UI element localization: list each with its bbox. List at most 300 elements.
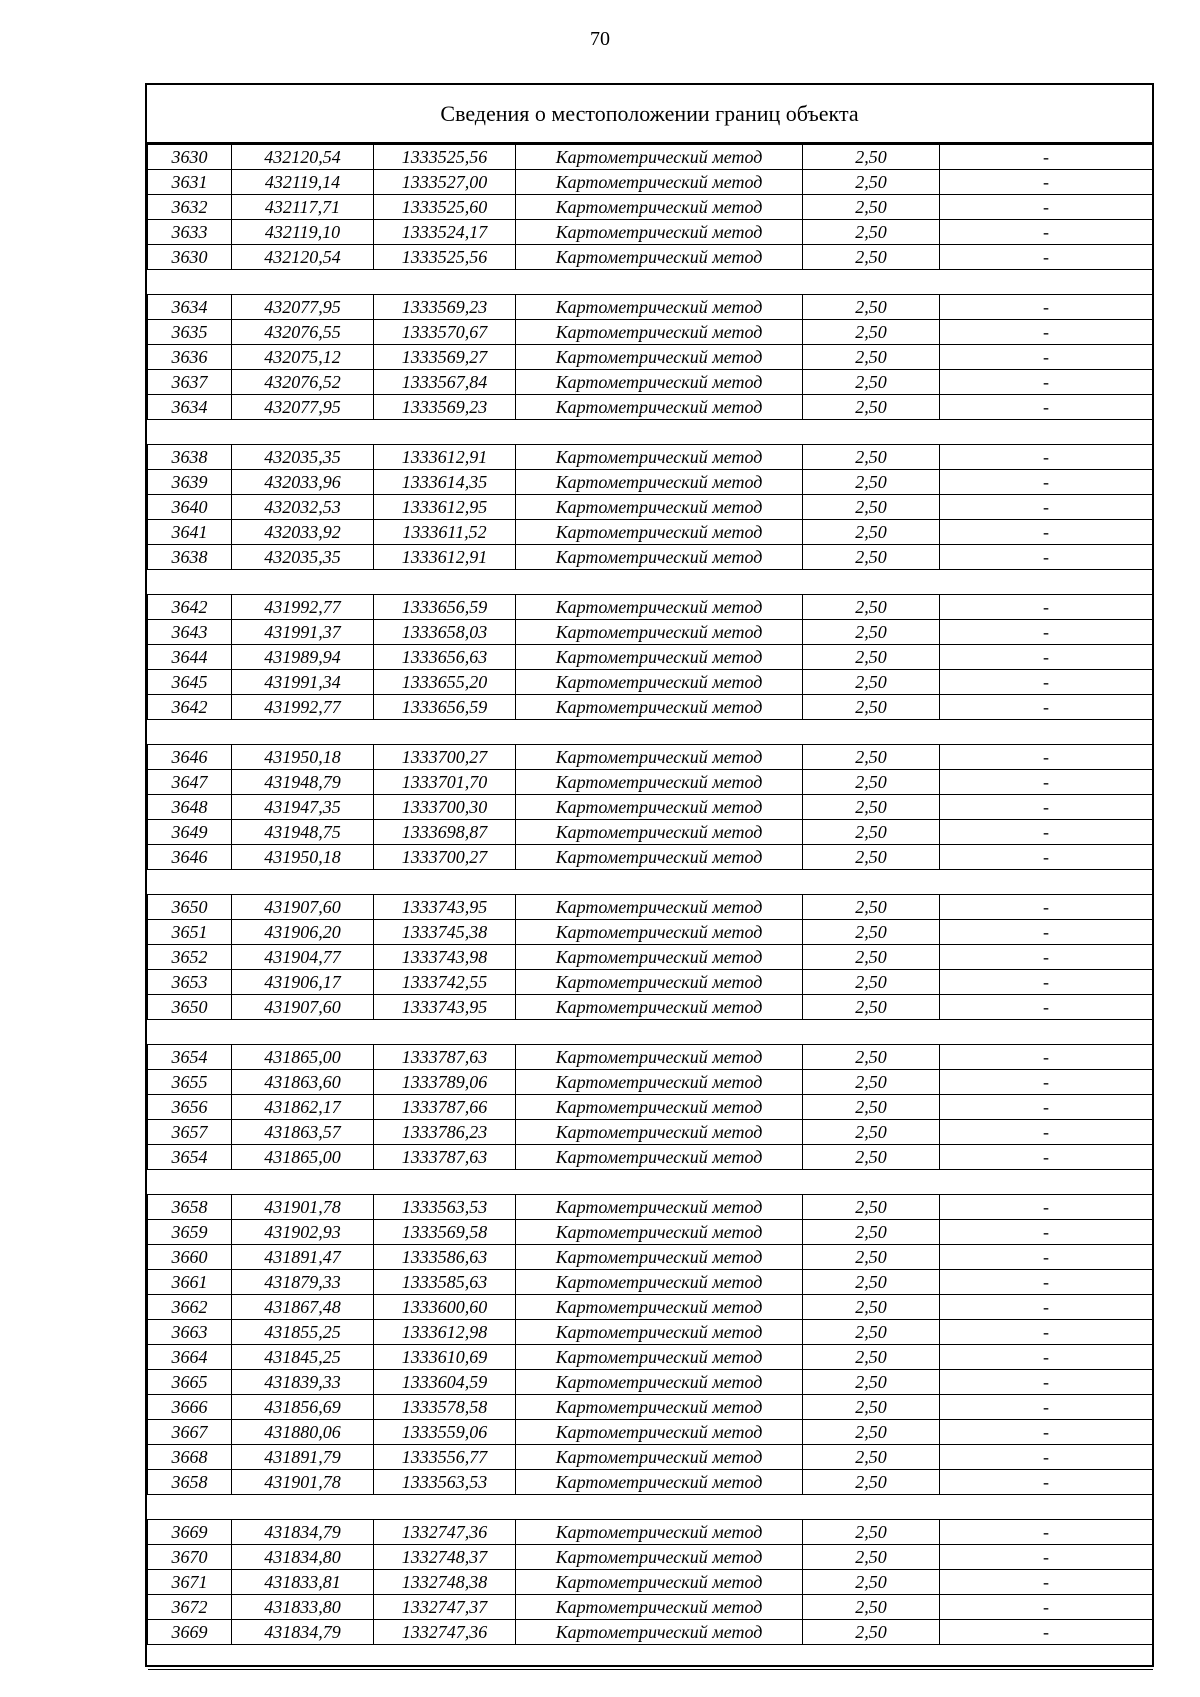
x-coordinate-cell: 431834,79 [232, 1620, 374, 1645]
method-cell: Картометрический метод [516, 595, 803, 620]
table-row [148, 970, 1153, 995]
table-row [148, 595, 1153, 620]
y-coordinate-cell: 1333655,20 [374, 670, 516, 695]
table-row [148, 1195, 1153, 1220]
method-cell: Картометрический метод [516, 1445, 803, 1470]
description-cell: - [940, 795, 1153, 820]
y-coordinate-cell: 1332747,36 [374, 1620, 516, 1645]
y-coordinate-cell: 1333527,00 [374, 170, 516, 195]
point-number-cell: 3646 [148, 745, 232, 770]
table-row [148, 1045, 1153, 1070]
table-row [148, 645, 1153, 670]
method-cell: Картометрический метод [516, 1345, 803, 1370]
x-coordinate-cell: 432033,92 [232, 520, 374, 545]
table-row [148, 945, 1153, 970]
point-number-cell: 3657 [148, 1120, 232, 1145]
description-cell: - [940, 1295, 1153, 1320]
x-coordinate-cell: 431865,00 [232, 1045, 374, 1070]
method-cell: Картометрический метод [516, 820, 803, 845]
method-cell: Картометрический метод [516, 1195, 803, 1220]
table-row [148, 845, 1153, 870]
description-cell: - [940, 445, 1153, 470]
accuracy-cell: 2,50 [803, 820, 940, 845]
accuracy-cell: 2,50 [803, 595, 940, 620]
accuracy-cell: 2,50 [803, 445, 940, 470]
y-coordinate-cell: 1333563,53 [374, 1470, 516, 1495]
x-coordinate-cell: 431906,17 [232, 970, 374, 995]
table-row [148, 745, 1153, 770]
y-coordinate-cell: 1333743,95 [374, 995, 516, 1020]
x-coordinate-cell: 431863,60 [232, 1070, 374, 1095]
table-row [148, 545, 1153, 570]
method-cell: Картометрический метод [516, 1420, 803, 1445]
accuracy-cell: 2,50 [803, 1420, 940, 1445]
table-row [148, 1545, 1153, 1570]
x-coordinate-cell: 432075,12 [232, 345, 374, 370]
description-cell: - [940, 1120, 1153, 1145]
accuracy-cell: 2,50 [803, 970, 940, 995]
method-cell: Картометрический метод [516, 795, 803, 820]
y-coordinate-cell: 1333559,06 [374, 1420, 516, 1445]
method-cell: Картометрический метод [516, 1370, 803, 1395]
description-cell: - [940, 745, 1153, 770]
y-coordinate-cell: 1333787,63 [374, 1045, 516, 1070]
accuracy-cell: 2,50 [803, 1195, 940, 1220]
x-coordinate-cell: 431950,18 [232, 845, 374, 870]
group-separator-row [148, 1645, 1153, 1670]
method-cell: Картометрический метод [516, 1120, 803, 1145]
y-coordinate-cell: 1333658,03 [374, 620, 516, 645]
accuracy-cell: 2,50 [803, 1270, 940, 1295]
point-number-cell: 3668 [148, 1445, 232, 1470]
point-number-cell: 3647 [148, 770, 232, 795]
accuracy-cell: 2,50 [803, 1320, 940, 1345]
table-row [148, 920, 1153, 945]
description-cell: - [940, 1145, 1153, 1170]
description-cell: - [940, 1320, 1153, 1345]
description-cell: - [940, 770, 1153, 795]
description-cell: - [940, 995, 1153, 1020]
y-coordinate-cell: 1333604,59 [374, 1370, 516, 1395]
description-cell: - [940, 1220, 1153, 1245]
x-coordinate-cell: 432035,35 [232, 545, 374, 570]
page-number: 70 [590, 28, 610, 50]
y-coordinate-cell: 1333656,59 [374, 595, 516, 620]
y-coordinate-cell: 1333524,17 [374, 220, 516, 245]
y-coordinate-cell: 1333525,56 [374, 145, 516, 170]
x-coordinate-cell: 432032,53 [232, 495, 374, 520]
y-coordinate-cell: 1333612,95 [374, 495, 516, 520]
y-coordinate-cell: 1333600,60 [374, 1295, 516, 1320]
method-cell: Картометрический метод [516, 295, 803, 320]
y-coordinate-cell: 1333586,63 [374, 1245, 516, 1270]
description-cell: - [940, 295, 1153, 320]
table-row [148, 345, 1153, 370]
table-row [148, 1595, 1153, 1620]
separator-cell [148, 1495, 1153, 1520]
y-coordinate-cell: 1333585,63 [374, 1270, 516, 1295]
x-coordinate-cell: 431989,94 [232, 645, 374, 670]
table-row [148, 1520, 1153, 1545]
table-row [148, 1220, 1153, 1245]
accuracy-cell: 2,50 [803, 1595, 940, 1620]
description-cell: - [940, 1620, 1153, 1645]
description-cell: - [940, 1545, 1153, 1570]
table-row [148, 1095, 1153, 1120]
point-number-cell: 3662 [148, 1295, 232, 1320]
table-row [148, 170, 1153, 195]
point-number-cell: 3658 [148, 1195, 232, 1220]
separator-cell [148, 870, 1153, 895]
y-coordinate-cell: 1333569,58 [374, 1220, 516, 1245]
y-coordinate-cell: 1333743,95 [374, 895, 516, 920]
x-coordinate-cell: 431907,60 [232, 895, 374, 920]
y-coordinate-cell: 1333700,27 [374, 845, 516, 870]
accuracy-cell: 2,50 [803, 770, 940, 795]
description-cell: - [940, 670, 1153, 695]
point-number-cell: 3669 [148, 1620, 232, 1645]
table-row [148, 1395, 1153, 1420]
coordinates-table [147, 144, 1153, 1670]
x-coordinate-cell: 431856,69 [232, 1395, 374, 1420]
accuracy-cell: 2,50 [803, 1245, 940, 1270]
point-number-cell: 3634 [148, 395, 232, 420]
y-coordinate-cell: 1333743,98 [374, 945, 516, 970]
description-cell: - [940, 820, 1153, 845]
point-number-cell: 3637 [148, 370, 232, 395]
description-cell: - [940, 1445, 1153, 1470]
table-row [148, 1295, 1153, 1320]
description-cell: - [940, 495, 1153, 520]
point-number-cell: 3641 [148, 520, 232, 545]
method-cell: Картометрический метод [516, 1620, 803, 1645]
description-cell: - [940, 1420, 1153, 1445]
point-number-cell: 3669 [148, 1520, 232, 1545]
table-row [148, 1345, 1153, 1370]
x-coordinate-cell: 431833,80 [232, 1595, 374, 1620]
description-cell: - [940, 695, 1153, 720]
table-row [148, 1420, 1153, 1445]
accuracy-cell: 2,50 [803, 695, 940, 720]
accuracy-cell: 2,50 [803, 1445, 940, 1470]
point-number-cell: 3633 [148, 220, 232, 245]
description-cell: - [940, 320, 1153, 345]
x-coordinate-cell: 431863,57 [232, 1120, 374, 1145]
x-coordinate-cell: 431901,78 [232, 1195, 374, 1220]
description-cell: - [940, 195, 1153, 220]
x-coordinate-cell: 431834,80 [232, 1545, 374, 1570]
description-cell: - [940, 1345, 1153, 1370]
accuracy-cell: 2,50 [803, 345, 940, 370]
method-cell: Картометрический метод [516, 245, 803, 270]
x-coordinate-cell: 432077,95 [232, 395, 374, 420]
method-cell: Картометрический метод [516, 1220, 803, 1245]
table-row [148, 1620, 1153, 1645]
point-number-cell: 3646 [148, 845, 232, 870]
point-number-cell: 3645 [148, 670, 232, 695]
table-row [148, 895, 1153, 920]
table-row [148, 770, 1153, 795]
point-number-cell: 3642 [148, 695, 232, 720]
group-separator-row [148, 720, 1153, 745]
description-cell: - [940, 1245, 1153, 1270]
method-cell: Картометрический метод [516, 370, 803, 395]
method-cell: Картометрический метод [516, 945, 803, 970]
x-coordinate-cell: 432033,96 [232, 470, 374, 495]
method-cell: Картометрический метод [516, 1545, 803, 1570]
y-coordinate-cell: 1333789,06 [374, 1070, 516, 1095]
method-cell: Картометрический метод [516, 670, 803, 695]
description-cell: - [940, 845, 1153, 870]
table-row [148, 195, 1153, 220]
table-row [148, 620, 1153, 645]
separator-cell [148, 720, 1153, 745]
group-separator-row [148, 420, 1153, 445]
accuracy-cell: 2,50 [803, 670, 940, 695]
x-coordinate-cell: 432119,14 [232, 170, 374, 195]
description-cell: - [940, 395, 1153, 420]
method-cell: Картометрический метод [516, 995, 803, 1020]
accuracy-cell: 2,50 [803, 320, 940, 345]
x-coordinate-cell: 432035,35 [232, 445, 374, 470]
x-coordinate-cell: 431992,77 [232, 695, 374, 720]
method-cell: Картометрический метод [516, 345, 803, 370]
point-number-cell: 3630 [148, 245, 232, 270]
point-number-cell: 3642 [148, 595, 232, 620]
method-cell: Картометрический метод [516, 845, 803, 870]
point-number-cell: 3653 [148, 970, 232, 995]
accuracy-cell: 2,50 [803, 1045, 940, 1070]
point-number-cell: 3650 [148, 895, 232, 920]
y-coordinate-cell: 1333567,84 [374, 370, 516, 395]
point-number-cell: 3663 [148, 1320, 232, 1345]
method-cell: Картометрический метод [516, 920, 803, 945]
point-number-cell: 3644 [148, 645, 232, 670]
x-coordinate-cell: 431947,35 [232, 795, 374, 820]
accuracy-cell: 2,50 [803, 370, 940, 395]
point-number-cell: 3665 [148, 1370, 232, 1395]
y-coordinate-cell: 1333569,23 [374, 395, 516, 420]
description-cell: - [940, 470, 1153, 495]
x-coordinate-cell: 431902,93 [232, 1220, 374, 1245]
description-cell: - [940, 645, 1153, 670]
y-coordinate-cell: 1333701,70 [374, 770, 516, 795]
separator-cell [148, 270, 1153, 295]
table-row [148, 470, 1153, 495]
description-cell: - [940, 920, 1153, 945]
method-cell: Картометрический метод [516, 495, 803, 520]
accuracy-cell: 2,50 [803, 745, 940, 770]
table-row [148, 1445, 1153, 1470]
y-coordinate-cell: 1333525,56 [374, 245, 516, 270]
description-cell: - [940, 220, 1153, 245]
accuracy-cell: 2,50 [803, 1370, 940, 1395]
accuracy-cell: 2,50 [803, 1095, 940, 1120]
method-cell: Картометрический метод [516, 770, 803, 795]
accuracy-cell: 2,50 [803, 1345, 940, 1370]
x-coordinate-cell: 431839,33 [232, 1370, 374, 1395]
point-number-cell: 3648 [148, 795, 232, 820]
table-row [148, 995, 1153, 1020]
point-number-cell: 3666 [148, 1395, 232, 1420]
method-cell: Картометрический метод [516, 1320, 803, 1345]
y-coordinate-cell: 1333556,77 [374, 1445, 516, 1470]
accuracy-cell: 2,50 [803, 545, 940, 570]
point-number-cell: 3656 [148, 1095, 232, 1120]
method-cell: Картометрический метод [516, 170, 803, 195]
y-coordinate-cell: 1333612,91 [374, 445, 516, 470]
accuracy-cell: 2,50 [803, 195, 940, 220]
accuracy-cell: 2,50 [803, 645, 940, 670]
x-coordinate-cell: 431867,48 [232, 1295, 374, 1320]
y-coordinate-cell: 1333698,87 [374, 820, 516, 845]
method-cell: Картометрический метод [516, 695, 803, 720]
x-coordinate-cell: 432077,95 [232, 295, 374, 320]
x-coordinate-cell: 431862,17 [232, 1095, 374, 1120]
description-cell: - [940, 170, 1153, 195]
table-row [148, 295, 1153, 320]
description-cell: - [940, 1520, 1153, 1545]
description-cell: - [940, 1070, 1153, 1095]
y-coordinate-cell: 1333700,30 [374, 795, 516, 820]
table-row [148, 1270, 1153, 1295]
y-coordinate-cell: 1333742,55 [374, 970, 516, 995]
method-cell: Картометрический метод [516, 145, 803, 170]
accuracy-cell: 2,50 [803, 1295, 940, 1320]
x-coordinate-cell: 432120,54 [232, 145, 374, 170]
y-coordinate-cell: 1333745,38 [374, 920, 516, 945]
table-row [148, 1245, 1153, 1270]
y-coordinate-cell: 1333578,58 [374, 1395, 516, 1420]
method-cell: Картометрический метод [516, 745, 803, 770]
point-number-cell: 3660 [148, 1245, 232, 1270]
accuracy-cell: 2,50 [803, 245, 940, 270]
method-cell: Картометрический метод [516, 1295, 803, 1320]
accuracy-cell: 2,50 [803, 1470, 940, 1495]
description-cell: - [940, 1095, 1153, 1120]
accuracy-cell: 2,50 [803, 1620, 940, 1645]
point-number-cell: 3658 [148, 1470, 232, 1495]
y-coordinate-cell: 1333656,63 [374, 645, 516, 670]
group-separator-row [148, 870, 1153, 895]
point-number-cell: 3670 [148, 1545, 232, 1570]
x-coordinate-cell: 431891,47 [232, 1245, 374, 1270]
point-number-cell: 3654 [148, 1045, 232, 1070]
table-row [148, 445, 1153, 470]
accuracy-cell: 2,50 [803, 495, 940, 520]
point-number-cell: 3634 [148, 295, 232, 320]
description-cell: - [940, 1470, 1153, 1495]
description-cell: - [940, 1370, 1153, 1395]
table-row [148, 1570, 1153, 1595]
point-number-cell: 3661 [148, 1270, 232, 1295]
description-cell: - [940, 1570, 1153, 1595]
accuracy-cell: 2,50 [803, 620, 940, 645]
accuracy-cell: 2,50 [803, 395, 940, 420]
accuracy-cell: 2,50 [803, 145, 940, 170]
accuracy-cell: 2,50 [803, 1220, 940, 1245]
point-number-cell: 3654 [148, 1145, 232, 1170]
description-cell: - [940, 145, 1153, 170]
method-cell: Картометрический метод [516, 220, 803, 245]
group-separator-row [148, 1020, 1153, 1045]
method-cell: Картометрический метод [516, 1145, 803, 1170]
point-number-cell: 3631 [148, 170, 232, 195]
method-cell: Картометрический метод [516, 1595, 803, 1620]
method-cell: Картометрический метод [516, 1270, 803, 1295]
table-row [148, 220, 1153, 245]
method-cell: Картометрический метод [516, 1045, 803, 1070]
x-coordinate-cell: 431906,20 [232, 920, 374, 945]
x-coordinate-cell: 431950,18 [232, 745, 374, 770]
method-cell: Картометрический метод [516, 620, 803, 645]
separator-cell [148, 570, 1153, 595]
method-cell: Картометрический метод [516, 195, 803, 220]
y-coordinate-cell: 1333787,66 [374, 1095, 516, 1120]
point-number-cell: 3655 [148, 1070, 232, 1095]
method-cell: Картометрический метод [516, 645, 803, 670]
point-number-cell: 3672 [148, 1595, 232, 1620]
point-number-cell: 3638 [148, 445, 232, 470]
table-row [148, 145, 1153, 170]
boundary-table-frame [145, 83, 1154, 1667]
accuracy-cell: 2,50 [803, 1395, 940, 1420]
x-coordinate-cell: 431901,78 [232, 1470, 374, 1495]
point-number-cell: 3636 [148, 345, 232, 370]
description-cell: - [940, 345, 1153, 370]
description-cell: - [940, 1595, 1153, 1620]
method-cell: Картометрический метод [516, 895, 803, 920]
point-number-cell: 3650 [148, 995, 232, 1020]
x-coordinate-cell: 431991,34 [232, 670, 374, 695]
x-coordinate-cell: 432117,71 [232, 195, 374, 220]
y-coordinate-cell: 1333700,27 [374, 745, 516, 770]
table-row [148, 1470, 1153, 1495]
accuracy-cell: 2,50 [803, 795, 940, 820]
description-cell: - [940, 1270, 1153, 1295]
table-row [148, 795, 1153, 820]
point-number-cell: 3635 [148, 320, 232, 345]
point-number-cell: 3671 [148, 1570, 232, 1595]
y-coordinate-cell: 1332747,36 [374, 1520, 516, 1545]
group-separator-row [148, 1495, 1153, 1520]
method-cell: Картометрический метод [516, 1570, 803, 1595]
point-number-cell: 3630 [148, 145, 232, 170]
description-cell: - [940, 245, 1153, 270]
accuracy-cell: 2,50 [803, 995, 940, 1020]
y-coordinate-cell: 1333563,53 [374, 1195, 516, 1220]
x-coordinate-cell: 432076,52 [232, 370, 374, 395]
method-cell: Картометрический метод [516, 1070, 803, 1095]
table-row [148, 520, 1153, 545]
point-number-cell: 3664 [148, 1345, 232, 1370]
x-coordinate-cell: 431891,79 [232, 1445, 374, 1470]
accuracy-cell: 2,50 [803, 845, 940, 870]
separator-cell [148, 1020, 1153, 1045]
separator-cell [148, 1645, 1153, 1670]
method-cell: Картометрический метод [516, 545, 803, 570]
point-number-cell: 3649 [148, 820, 232, 845]
method-cell: Картометрический метод [516, 1395, 803, 1420]
accuracy-cell: 2,50 [803, 1070, 940, 1095]
x-coordinate-cell: 431879,33 [232, 1270, 374, 1295]
y-coordinate-cell: 1333569,27 [374, 345, 516, 370]
y-coordinate-cell: 1332747,37 [374, 1595, 516, 1620]
description-cell: - [940, 520, 1153, 545]
accuracy-cell: 2,50 [803, 1145, 940, 1170]
y-coordinate-cell: 1333656,59 [374, 695, 516, 720]
method-cell: Картометрический метод [516, 970, 803, 995]
